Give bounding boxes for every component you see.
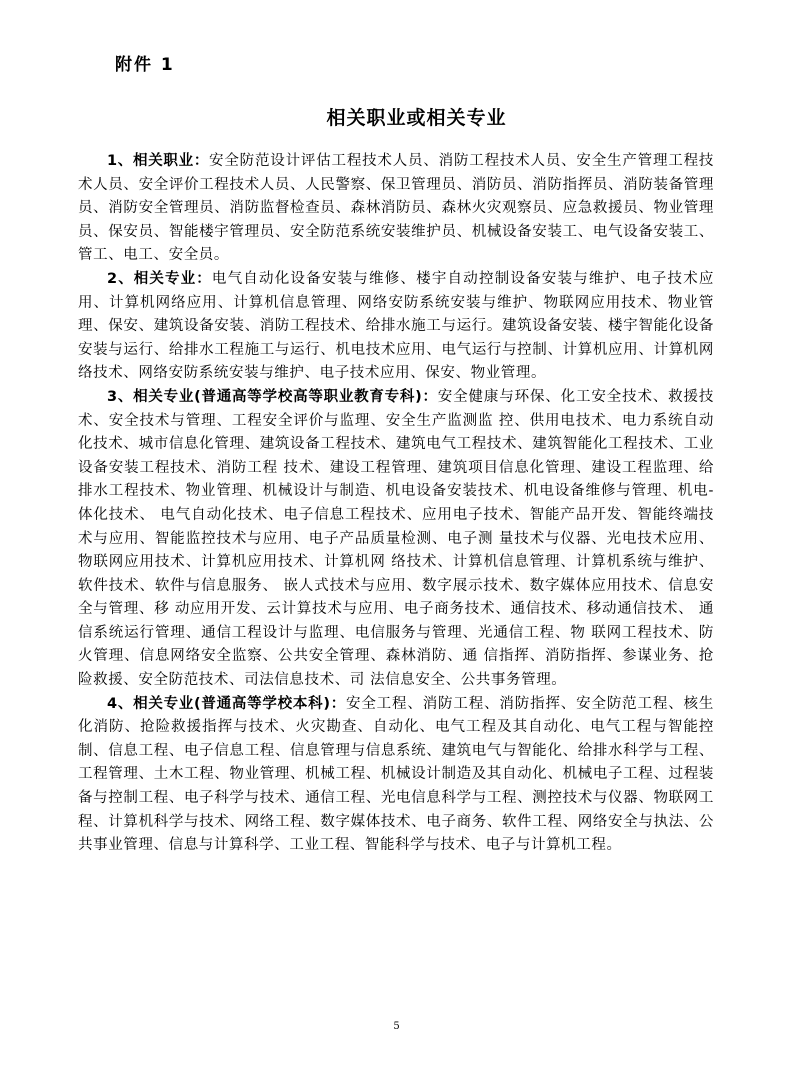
- section-heading: 4、相关专业(普通高等学校本科)：: [107, 695, 346, 712]
- section-heading: 1、相关职业：: [107, 153, 210, 169]
- document-title: 相关职业或相关专业: [326, 107, 507, 129]
- section-vocational-majors: [78, 386, 714, 693]
- section-undergraduate-majors: [78, 693, 714, 858]
- section-related-occupations: [78, 150, 714, 268]
- section-text: 电气自动化设备安装与维修、楼宇自动控制设备安装与维护、电子技术应用、计算机网络应用、计算机信息管理、网络安防系统安装与维护、物联网应用技术、物业管理、保安、建筑设备安装、消防工程技术、给排水施工与运行。建筑设备安装、楼宇智能化设备安装与运行、给排水工程施工与运行、机电技术应用、电气运行与控制、计算机应用、计算机网络技术、网络安防系统安装与维护、电子技术应用、保安、物业管理。: [78, 270, 715, 382]
- attachment-label: 附件 1: [115, 55, 175, 75]
- section-heading: 3、相关专业(普通高等学校高等职业教育专科)：: [107, 388, 438, 405]
- section-related-majors: [78, 268, 714, 386]
- section-heading: 2、相关专业：: [107, 270, 212, 287]
- section-text: 安全防范设计评估工程技术人员、消防工程技术人员、安全生产管理工程技术人员、安全评价工程技术人员、人民警察、保卫管理员、消防员、消防指挥员、消防装备管理员、消防安全管理员、消防监督检查员、森林消防员、森林火灾观察员、应急救援员、物业管理员、保安员、智能楼宇管理员、安全防范系统安装维护员、机械设备安装工、电气设备安装工、管工、电工、安全员。: [78, 153, 714, 264]
- page-number: 5: [393, 1021, 400, 1032]
- document-body: [78, 150, 714, 858]
- section-text: 安全工程、消防工程、消防指挥、安全防范工程、核生化消防、抢险救援指挥与技术、火灾勘查、自动化、电气工程及其自动化、电气工程与智能控制、信息工程、电子信息工程、信息管理与信息系统、建筑电气与智能化、给排水科学与工程、工程管理、土木工程、物业管理、机械工程、机械设计制造及其自动化、机械电子工程、过程装备与控制工程、电子科学与技术、通信工程、光电信息科学与工程、测控技术与仪器、物联网工程、计算机科学与技术、网络工程、数字媒体技术、电子商务、软件工程、网络安全与执法、公共事业管理、信息与计算科学、工业工程、智能科学与技术、电子与计算机工程。: [78, 695, 715, 854]
- section-text: 安全健康与环保、化工安全技术、救援技术、安全技术与管理、工程安全评价与监理、安全生产监测监 控、供用电技术、电力系统自动化技术、城市信息化管理、建筑设备工程技术、建筑电气工程技术、建筑智能化工程技术、工业设备安装工程技术、消防工程 技术、建设工程管理、建筑项目信息化管理、建设工程监理、给排水工程技术、物业管理、机械设计与制造、机电设备安装技术、机电设备维修与管理、机电- 体化技术、 电气自动化技术、电子信息工程技术、应用电子技术、智能产品开发、智能终端技术与应用、智能监控技术与应用、电子产品质量检测、电子测 量技术与仪器、光电技术应用、物联网应用技术、计算机应用技术、计算机网 络技术、计算机信息管理、计算机系统与维护、软件技术、软件与信息服务、 嵌人式技术与应用、数字展示技术、数字媒体应用技术、信息安全与管理、移 动应用开发、云计算技术与应用、电子商务技术、通信技术、移动通信技术、 通信系统运行管理、通信工程设计与监理、电信服务与管理、光通信工程、物 联网工程技术、防火管理、信息网络安全监察、公共安全管理、森林消防、通 信指挥、消防指挥、参谋业务、抢险救援、安全防范技术、司法信息技术、司 法信息安全、公共事务管理。: [78, 388, 714, 689]
